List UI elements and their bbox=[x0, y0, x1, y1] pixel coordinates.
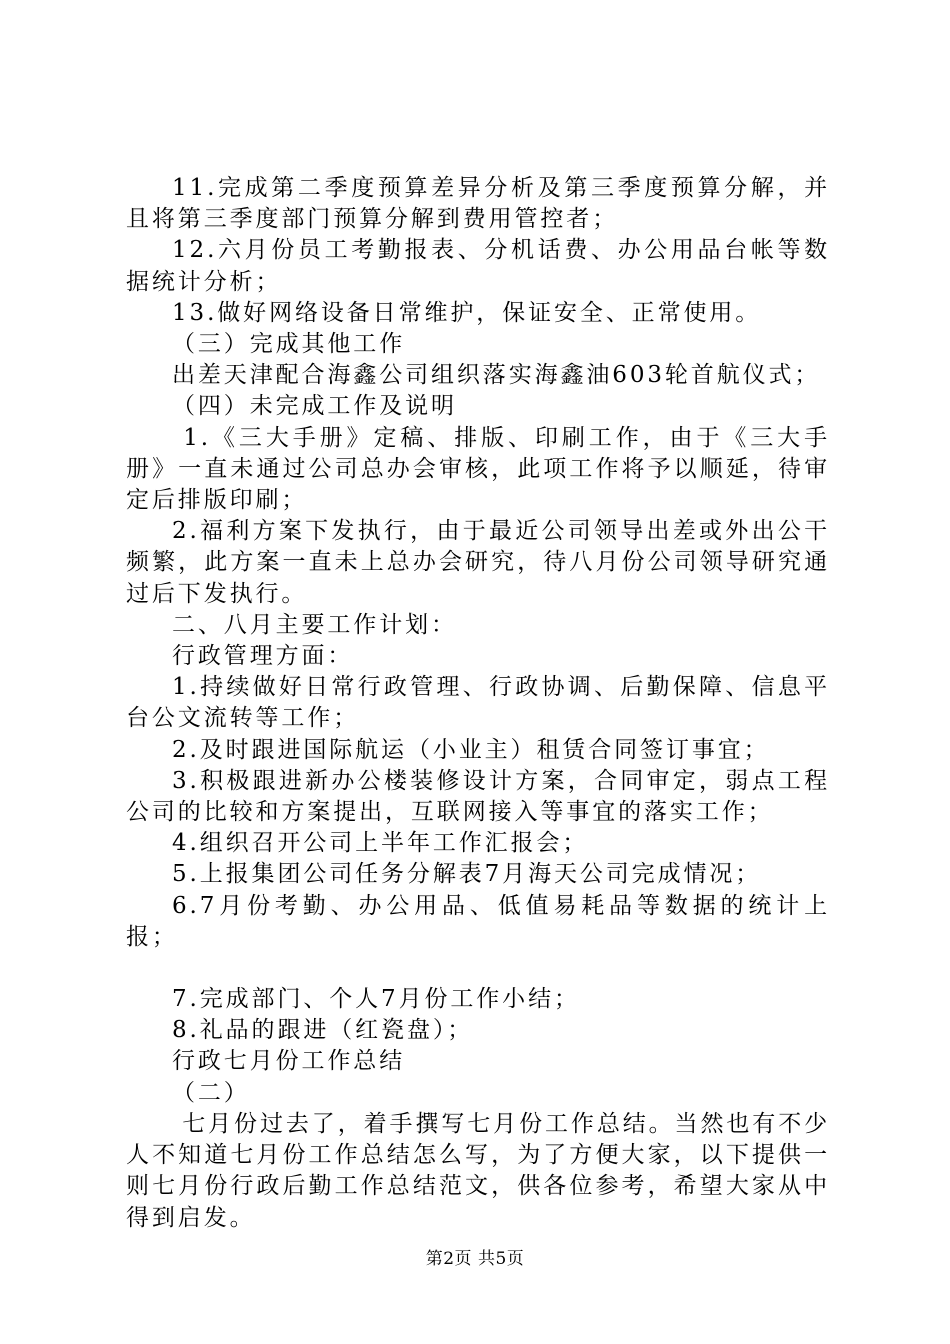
paragraph-13: 13.做好网络设备日常维护，保证安全、正常使用。 bbox=[172, 299, 762, 326]
section-title-july-summary: 行政七月份工作总结 bbox=[172, 1048, 406, 1075]
section-number: （二） bbox=[172, 1079, 250, 1106]
paragraph-12: 12.六月份员工考勤报表、分机话费、办公用品台帐等数据统计分析； bbox=[126, 237, 830, 295]
paragraph-tianjin-trip: 出差天津配合海鑫公司组织落实海鑫油603轮首航仪式； bbox=[172, 362, 821, 389]
paragraph-welfare-plan: 2.福利方案下发执行，由于最近公司领导出差或外出公干频繁，此方案一直未上总办会研究，待八月份公司领导研究通过后下发执行。 bbox=[126, 518, 830, 607]
heading-admin-management: 行政管理方面： bbox=[172, 643, 354, 670]
heading-august-plan: 二、八月主要工作计划： bbox=[172, 611, 457, 638]
plan-item-2: 2.及时跟进国际航运（小业主）租赁合同签订事宜； bbox=[172, 736, 770, 763]
heading-unfinished-work: （四）未完成工作及说明 bbox=[172, 393, 457, 420]
document-body bbox=[126, 173, 830, 1234]
page-footer: 第2页 共5页 bbox=[425, 1249, 525, 1269]
plan-item-6: 6.7月份考勤、办公用品、低值易耗品等数据的统计上报； bbox=[126, 892, 830, 950]
plan-item-5: 5.上报集团公司任务分解表7月海天公司完成情况； bbox=[172, 861, 762, 888]
heading-other-work: （三）完成其他工作 bbox=[172, 331, 406, 358]
plan-item-4: 4.组织召开公司上半年工作汇报会； bbox=[172, 830, 589, 857]
plan-item-1: 1.持续做好日常行政管理、行政协调、后勤保障、信息平台公文流转等工作； bbox=[126, 674, 830, 732]
plan-item-8: 8.礼品的跟进（红瓷盘）； bbox=[172, 1017, 474, 1044]
plan-item-7: 7.完成部门、个人7月份工作小结； bbox=[172, 986, 580, 1013]
paragraph-11: 11.完成第二季度预算差异分析及第三季度预算分解，并且将第三季度部门预算分解到费用管控者； bbox=[126, 175, 830, 233]
plan-item-3: 3.积极跟进新办公楼装修设计方案，合同审定，弱点工程公司的比较和方案提出，互联网接入等事宜的落实工作； bbox=[126, 767, 830, 826]
paragraph-intro-july: 七月份过去了，着手撰写七月份工作总结。当然也有不少人不知道七月份工作总结怎么写，为了方便大家，以下提供一则七月份行政后勤工作总结范文，供各位参考，希望大家从中得到启发。 bbox=[126, 1110, 831, 1231]
paragraph-three-manuals: 1.《三大手册》定稿、排版、印刷工作，由于《三大手册》一直未通过公司总办会审核，此项工作将予以顺延，待审定后排版印刷； bbox=[126, 424, 830, 514]
